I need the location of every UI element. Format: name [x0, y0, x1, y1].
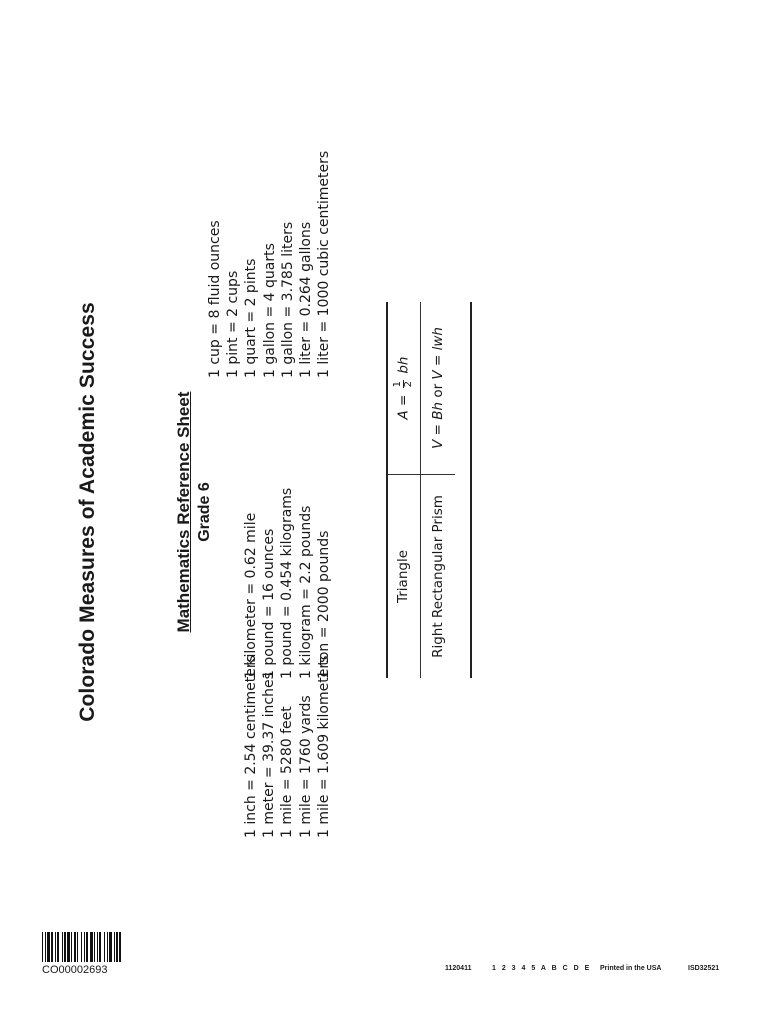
- conversion-item: 1 liter = 0.264 gallons: [298, 221, 315, 378]
- sheet-title: Mathematics Reference Sheet: [174, 391, 193, 633]
- footer-isd: ISD32521: [688, 965, 720, 972]
- conversion-item: 1 kilogram = 2.2 pounds: [297, 505, 314, 679]
- conversion-item: 1 gallon = 4 quarts: [261, 243, 278, 378]
- shape-name-triangle: Triangle: [386, 475, 421, 679]
- conversion-item: 1 meter = 39.37 inches: [261, 672, 278, 838]
- conversion-item: 1 kilometer = 0.62 mile: [243, 512, 259, 679]
- grade-label: Grade 6: [196, 482, 213, 542]
- conversion-item: 1 inch = 2.54 centimeters: [243, 655, 259, 838]
- table-row: [421, 302, 456, 678]
- conversion-item: 1 pound = 0.454 kilograms: [279, 487, 296, 679]
- formula-lhs: A =: [395, 394, 411, 420]
- formula-a: V = Bh: [430, 401, 446, 449]
- conversion-item: 1 ton = 2000 pounds: [315, 530, 332, 679]
- conversion-item: 1 pound = 16 ounces: [261, 528, 278, 679]
- formula-table: [386, 302, 455, 678]
- conversion-item: 1 mile = 5280 feet: [279, 706, 296, 838]
- fraction-numerator: 1: [391, 380, 403, 388]
- conversion-item: 1 mile = 1760 yards: [297, 695, 314, 838]
- footer-code: 1120411: [445, 965, 472, 972]
- prism-volume-formula: [421, 302, 456, 475]
- conversion-item: 1 mile = 1.609 kilometers: [315, 655, 332, 838]
- formula-b: V = lwh: [430, 327, 446, 380]
- volume-conversions: [206, 151, 333, 378]
- shape-name-prism: Right Rectangular Prism: [421, 475, 456, 679]
- length-conversions: [242, 655, 333, 838]
- footer-sequence: 1 2 3 4 5 A B C D E: [492, 965, 592, 972]
- table-row: [386, 302, 421, 678]
- conversion-item: 1 liter = 1000 cubic centimeters: [316, 150, 333, 378]
- fraction-denominator: 2: [402, 380, 414, 388]
- footer-printed: Printed in the USA: [600, 965, 662, 972]
- conversion-item: 1 cup = 8 fluid ounces: [207, 220, 223, 378]
- main-title: Colorado Measures of Academic Success: [76, 302, 99, 722]
- formula-or: or: [430, 383, 446, 398]
- conversion-item: 1 quart = 2 pints: [243, 258, 260, 378]
- barcode-number: CO00002693: [42, 964, 108, 976]
- conversion-item: 1 pint = 2 cups: [225, 270, 242, 378]
- conversion-item: 1 gallon = 3.785 liters: [279, 221, 296, 378]
- triangle-area-formula: [386, 302, 421, 475]
- mass-conversions: [242, 488, 333, 679]
- fraction-one-half: [393, 380, 414, 388]
- formula-rhs: bh: [395, 356, 411, 374]
